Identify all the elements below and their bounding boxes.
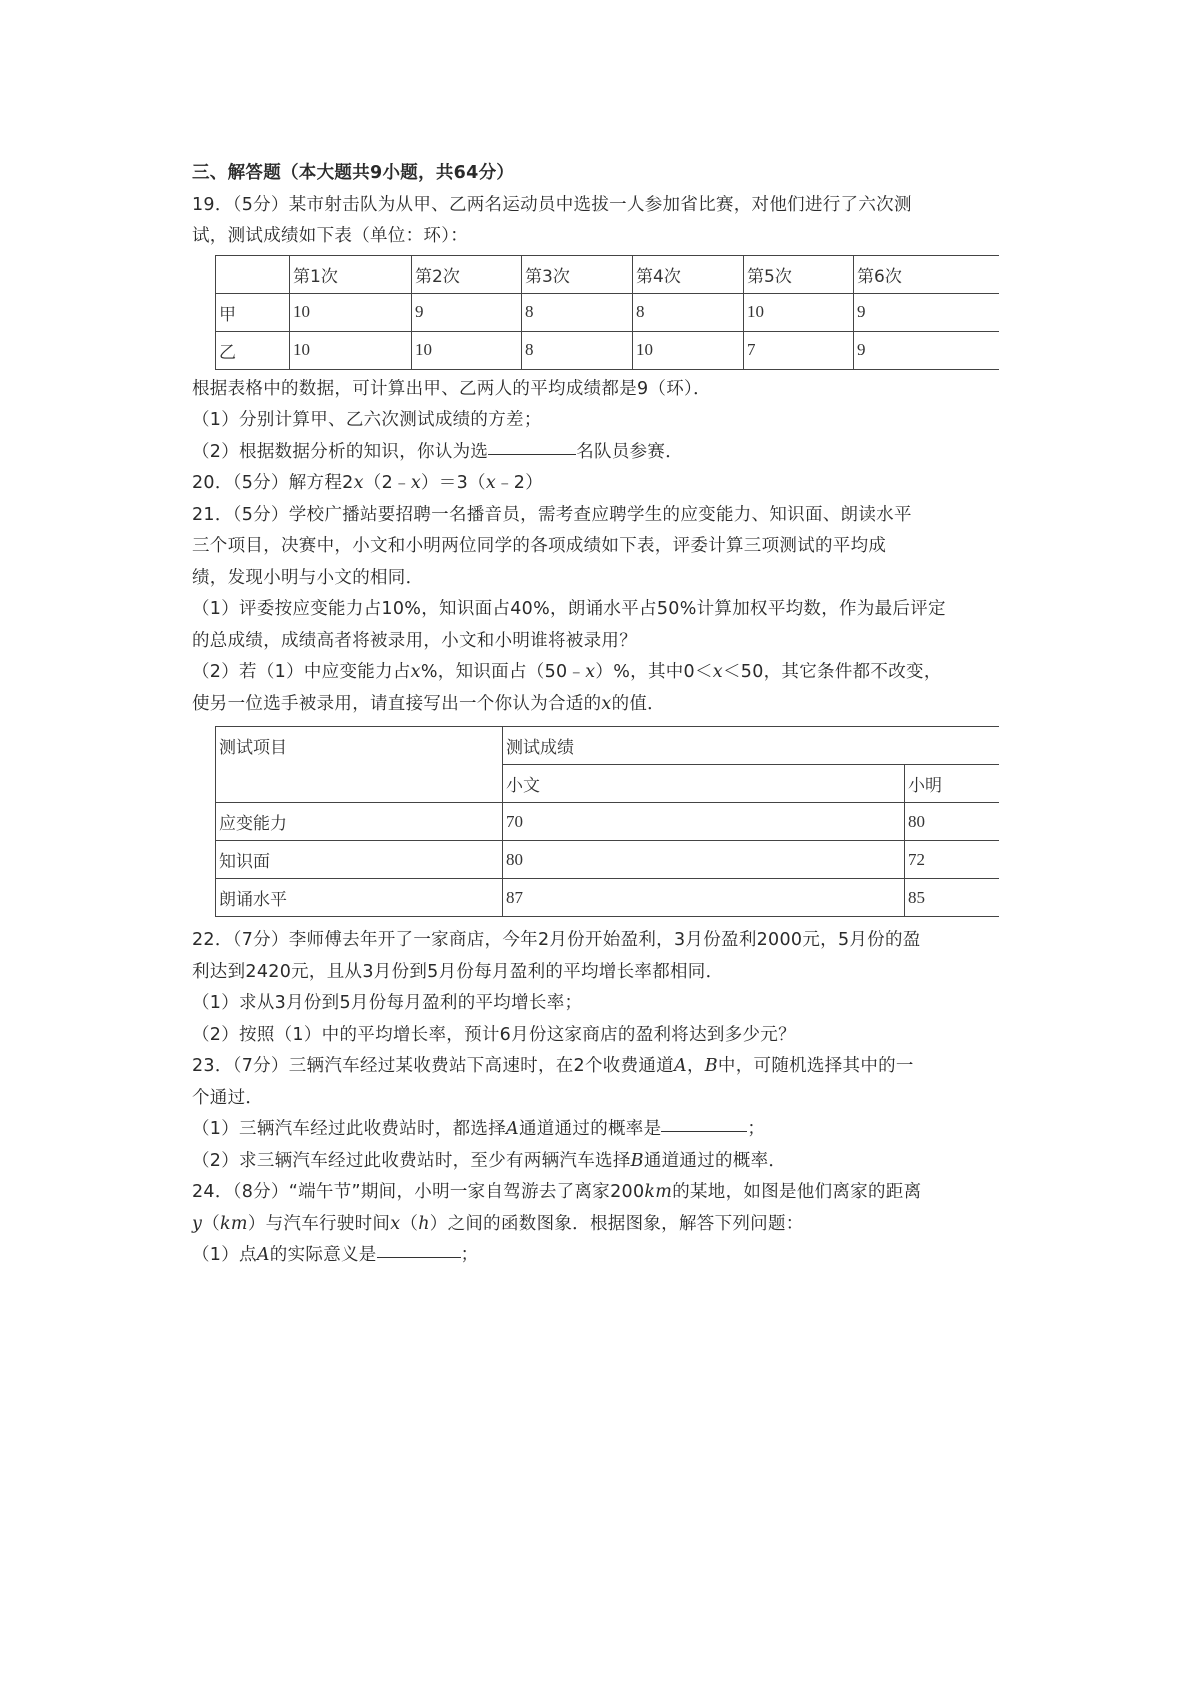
- q19-part2: [192, 437, 998, 469]
- q23-part1-mid: 通道通过的概率是: [519, 1119, 662, 1139]
- q22-line2: 利达到2420元，且从3月份到5月份每月盈利的平均增长率都相同．: [192, 961, 724, 982]
- shooting-scores-table: [215, 255, 999, 370]
- var-B: B: [704, 1056, 718, 1076]
- q23-line1-pre: 23．（7分）三辆汽车经过某收费站下高速时，在2个收费通道: [192, 1056, 674, 1076]
- var-A: A: [256, 1245, 270, 1265]
- table-cell: 甲: [216, 293, 290, 331]
- q24-line1: [192, 1177, 998, 1209]
- table-row: [216, 331, 1000, 369]
- table-cell: 70: [503, 803, 905, 841]
- q24-l2-d: ）之间的函数图象．根据图象，解答下列问题：: [429, 1213, 804, 1234]
- table-header-cell: 小明: [905, 765, 1000, 803]
- table-header-cell: 第3次: [522, 255, 633, 293]
- q23-part2-post: 通道通过的概率．: [643, 1150, 787, 1171]
- table-header-cell: 测试成绩: [503, 727, 1000, 765]
- q21-part1-line1: （1）评委按应变能力占10%，知识面占40%，朗诵水平占50%计算加权平均数，作为最后评定: [192, 599, 946, 619]
- var-x: x: [712, 662, 723, 682]
- table-header-cell: 第6次: [854, 255, 1000, 293]
- q24-line1-pre: 24．（8分）“端午节”期间，小明一家自驾游去了离家200: [192, 1182, 645, 1202]
- unit-km: km: [220, 1213, 248, 1234]
- q23-part1-post: ；: [747, 1119, 766, 1139]
- q21-part2-line1: [192, 657, 998, 689]
- q20-pre: 20．（5分）解方程2: [192, 473, 354, 493]
- q24-part1-post: ；: [460, 1245, 479, 1265]
- table-header-row: [216, 255, 1000, 293]
- table-cell: 8: [522, 293, 633, 331]
- q24-part1-pre: （1）点: [192, 1245, 257, 1265]
- table-header-cell: 第4次: [633, 255, 744, 293]
- table-cell: 10: [633, 331, 744, 369]
- table-header-row: [216, 727, 1000, 765]
- q24-line2: [192, 1209, 998, 1241]
- unit-h: h: [418, 1213, 430, 1234]
- q23-line1: [192, 1051, 998, 1083]
- var-x: x: [353, 473, 364, 493]
- q23-line2: 个通过．: [192, 1087, 264, 1108]
- table-cell: 7: [744, 331, 854, 369]
- table-cell: 80: [905, 803, 1000, 841]
- q21-part2-line2-post: 的值．: [611, 693, 665, 714]
- q19-part2-post: 名队员参赛．: [576, 441, 684, 462]
- q21-line3: 绩，发现小明与小文的相同．: [192, 567, 424, 588]
- var-x: x: [601, 693, 612, 714]
- q23-sep: ，: [686, 1056, 705, 1076]
- q24-line1-post: 的某地，如图是他们离家的距离: [672, 1182, 922, 1202]
- table-cell: [216, 255, 290, 293]
- q22-line1: 22．（7分）李师傅去年开了一家商店，今年2月份开始盈利，3月份盈利2000元，5月份的盈: [192, 930, 921, 950]
- var-x: x: [485, 473, 496, 493]
- q21-part1-line2: 的总成绩，成绩高者将被录用，小文和小明谁将被录用？: [192, 630, 637, 651]
- q23-part2: [192, 1146, 998, 1178]
- q22-part2: （2）按照（1）中的平均增长率，预计6月份这家商店的盈利将达到多少元？: [192, 1024, 796, 1045]
- q24-part1: [192, 1240, 998, 1272]
- table-cell: 87: [503, 879, 905, 917]
- var-y: y: [192, 1213, 203, 1234]
- table-cell: 10: [412, 331, 522, 369]
- q20-mid2: ）＝3（: [420, 473, 486, 493]
- q21-part2-d: ＜50，其它条件都不改变，: [722, 662, 942, 682]
- q23-part1-pre: （1）三辆汽车经过此收费站时，都选择: [192, 1119, 507, 1139]
- q19-after-table: 根据表格中的数据，可计算出甲、乙两人的平均成绩都是9（环）．: [192, 378, 711, 399]
- q19-part1: （1）分别计算甲、乙六次测试成绩的方差；: [192, 410, 542, 430]
- q23-part1: [192, 1114, 998, 1146]
- var-B: B: [630, 1150, 644, 1171]
- q20-mid1: （2﹣: [363, 473, 411, 493]
- q21-part2-line2: [192, 689, 998, 721]
- answer-blank[interactable]: [377, 1256, 461, 1258]
- table-header-cell: 第1次: [290, 255, 412, 293]
- var-A: A: [673, 1056, 687, 1076]
- table-row: [216, 293, 1000, 331]
- table-row: [216, 803, 1000, 841]
- table-cell: 9: [854, 331, 1000, 369]
- table-header-cell: 测试项目: [216, 727, 503, 803]
- answer-blank[interactable]: [488, 453, 576, 455]
- q19-part2-pre: （2）根据数据分析的知识，你认为选: [192, 441, 489, 462]
- q23-part2-pre: （2）求三辆汽车经过此收费站时，至少有两辆汽车选择: [192, 1150, 631, 1171]
- table-cell: 知识面: [216, 841, 503, 879]
- table-cell: 10: [744, 293, 854, 331]
- table-cell: 72: [905, 841, 1000, 879]
- table-cell: 8: [522, 331, 633, 369]
- table-cell: 9: [412, 293, 522, 331]
- table-cell: 10: [290, 331, 412, 369]
- table-cell: 80: [503, 841, 905, 879]
- q21-part2-c: ）%，其中0＜: [595, 662, 713, 682]
- audition-scores-table: [215, 726, 999, 917]
- q21-part2-line2-pre: 使另一位选手被录用，请直接写出一个你认为合适的: [192, 693, 602, 714]
- table-cell: 8: [633, 293, 744, 331]
- var-x: x: [410, 662, 421, 682]
- q19-line2: 试，测试成绩如下表（单位：环）：: [192, 226, 469, 246]
- table-cell: 10: [290, 293, 412, 331]
- table-cell: 9: [854, 293, 1000, 331]
- table-header-cell: 第2次: [412, 255, 522, 293]
- q21-part2-b: %，知识面占（50﹣: [420, 662, 586, 682]
- table-row: [216, 841, 1000, 879]
- q20-line: [192, 468, 998, 500]
- answer-blank[interactable]: [661, 1130, 747, 1132]
- q24-part1-mid: 的实际意义是: [269, 1245, 377, 1265]
- q20-post: ﹣2）: [496, 473, 544, 493]
- q24-l2-b: ）与汽车行驶时间: [247, 1213, 391, 1234]
- q21-part2-a: （2）若（1）中应变能力占: [192, 662, 411, 682]
- var-A: A: [506, 1119, 519, 1139]
- var-x: x: [585, 662, 596, 682]
- q24-l2-c: （: [400, 1213, 419, 1234]
- table-cell: 朗诵水平: [216, 879, 503, 917]
- table-cell: 85: [905, 879, 1000, 917]
- var-x: x: [410, 473, 421, 493]
- q24-l2-a: （: [202, 1213, 220, 1234]
- q23-line1-post: 中，可随机选择其中的一: [717, 1056, 914, 1076]
- table-row: [216, 879, 1000, 917]
- var-x: x: [390, 1213, 401, 1234]
- table-cell: 乙: [216, 331, 290, 369]
- q19-line1: 19．（5分）某市射击队为从甲、乙两名运动员中选拔一人参加省比赛，对他们进行了六次测: [192, 194, 912, 215]
- table-header-cell: 第5次: [744, 255, 854, 293]
- q22-part1: （1）求从3月份到5月份每月盈利的平均增长率；: [192, 993, 583, 1013]
- q21-line1: 21．（5分）学校广播站要招聘一名播音员，需考查应聘学生的应变能力、知识面、朗读水平: [192, 504, 912, 525]
- unit-km: km: [644, 1182, 673, 1202]
- table-header-cell: 小文: [503, 765, 905, 803]
- q21-line2: 三个项目，决赛中，小文和小明两位同学的各项成绩如下表，评委计算三项测试的平均成: [192, 536, 887, 556]
- table-cell: 应变能力: [216, 803, 503, 841]
- exam-page: [192, 158, 998, 1272]
- section-title: 三、解答题（本大题共9小题，共64分）: [192, 163, 515, 183]
